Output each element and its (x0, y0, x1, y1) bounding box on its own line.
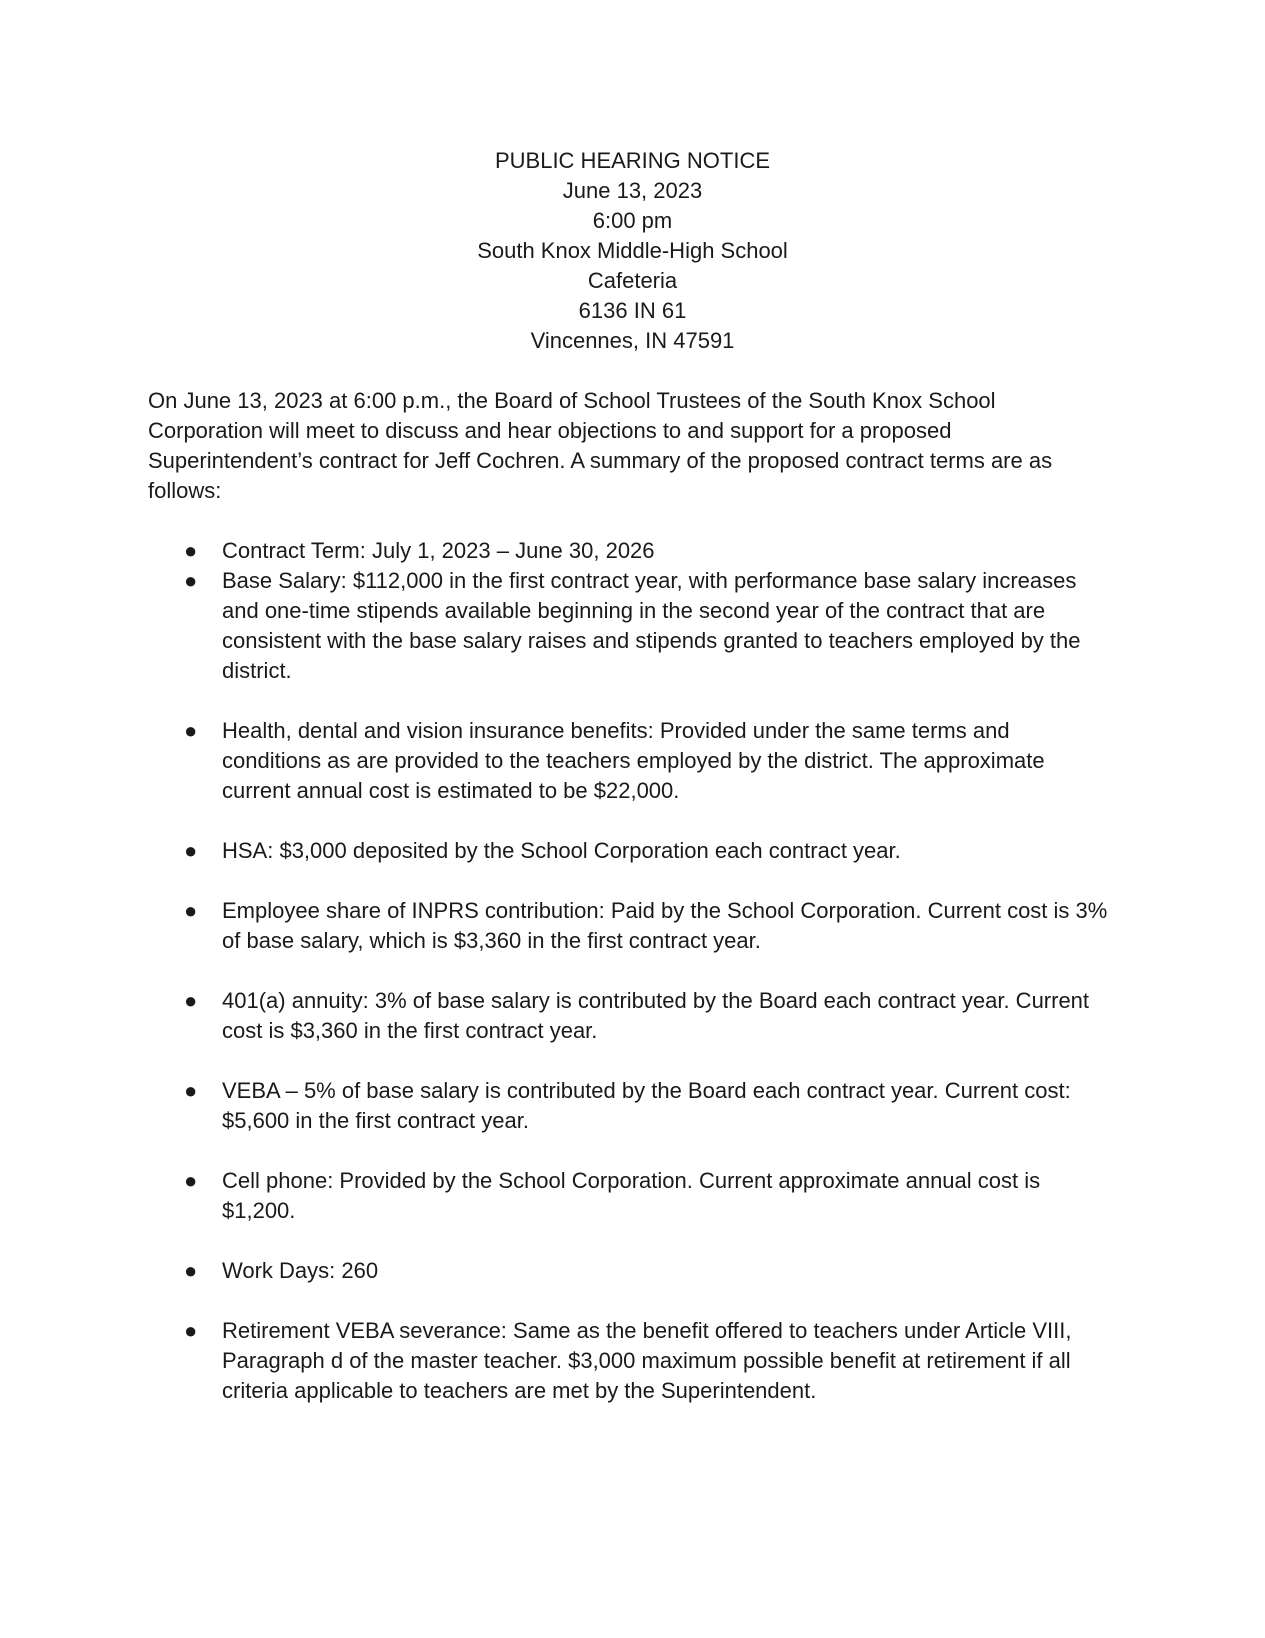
bullet-icon: ● (184, 1168, 198, 1193)
hearing-date: June 13, 2023 (562, 178, 703, 203)
term-text: Retirement VEBA severance: Same as the benefit offered to teachers under Article VIII, Paragraph d of the master teacher. $3,000 maximum possible benefit at retirement if all criteria applicable to teachers are met by the Superintendent. (222, 1318, 1072, 1403)
term-contract-term (148, 536, 1108, 566)
term-text: 401(a) annuity: 3% of base salary is contributed by the Board each contract year. Current cost is $3,360 in the first contract year. (222, 988, 1090, 1043)
notice-header (0, 146, 1265, 356)
hearing-room: Cafeteria (587, 268, 678, 293)
venue-street: 6136 IN 61 (578, 298, 687, 323)
term-retirement-veba (148, 1316, 1108, 1406)
bullet-icon: ● (184, 1258, 198, 1283)
term-base-salary (148, 566, 1108, 686)
term-inprs (148, 896, 1108, 956)
bullet-icon: ● (184, 538, 198, 563)
term-text: HSA: $3,000 deposited by the School Corporation each contract year. (222, 838, 901, 863)
bullet-icon: ● (184, 718, 198, 743)
term-text: Base Salary: $112,000 in the first contract year, with performance base salary increases and one-time stipends available beginning in the second year of the contract that are consistent with the base salary raises and stipends granted to teachers employed by the district. (222, 568, 1081, 683)
term-text: Employee share of INPRS contribution: Paid by the School Corporation. Current cost is 3% of base salary, which is $3,360 in the first contract year. (222, 898, 1108, 953)
notice-title: PUBLIC HEARING NOTICE (494, 148, 771, 173)
bullet-icon: ● (184, 988, 198, 1013)
term-text: VEBA – 5% of base salary is contributed by the Board each contract year. Current cost: $5,600 in the first contract year. (222, 1078, 1071, 1133)
term-401a-annuity (148, 986, 1108, 1046)
hearing-time: 6:00 pm (592, 208, 673, 233)
term-text: Work Days: 260 (222, 1258, 379, 1283)
term-work-days (148, 1256, 1108, 1286)
term-hsa (148, 836, 1108, 866)
bullet-icon: ● (184, 1318, 198, 1343)
bullet-icon: ● (184, 568, 198, 593)
bullet-icon: ● (184, 1078, 198, 1103)
term-veba (148, 1076, 1108, 1136)
contract-terms-list (148, 536, 1108, 1406)
hearing-venue: South Knox Middle-High School (477, 238, 788, 263)
intro-paragraph: On June 13, 2023 at 6:00 p.m., the Board of School Trustees of the South Knox School Corporation will meet to discuss and hear objections to and support for a proposed Superintendent’s contract for Jeff Cochren. A summary of the proposed contract terms are as follows: (148, 388, 1053, 503)
bullet-icon: ● (184, 838, 198, 863)
term-text: Cell phone: Provided by the School Corporation. Current approximate annual cost is $1,200. (222, 1168, 1041, 1223)
term-insurance (148, 716, 1108, 806)
term-text: Health, dental and vision insurance benefits: Provided under the same terms and conditions as are provided to the teachers employed by the district. The approximate current annual cost is estimated to be $22,000. (222, 718, 1045, 803)
venue-city: Vincennes, IN 47591 (530, 328, 735, 353)
bullet-icon: ● (184, 898, 198, 923)
term-text: Contract Term: July 1, 2023 – June 30, 2026 (222, 538, 655, 563)
term-cell-phone (148, 1166, 1108, 1226)
